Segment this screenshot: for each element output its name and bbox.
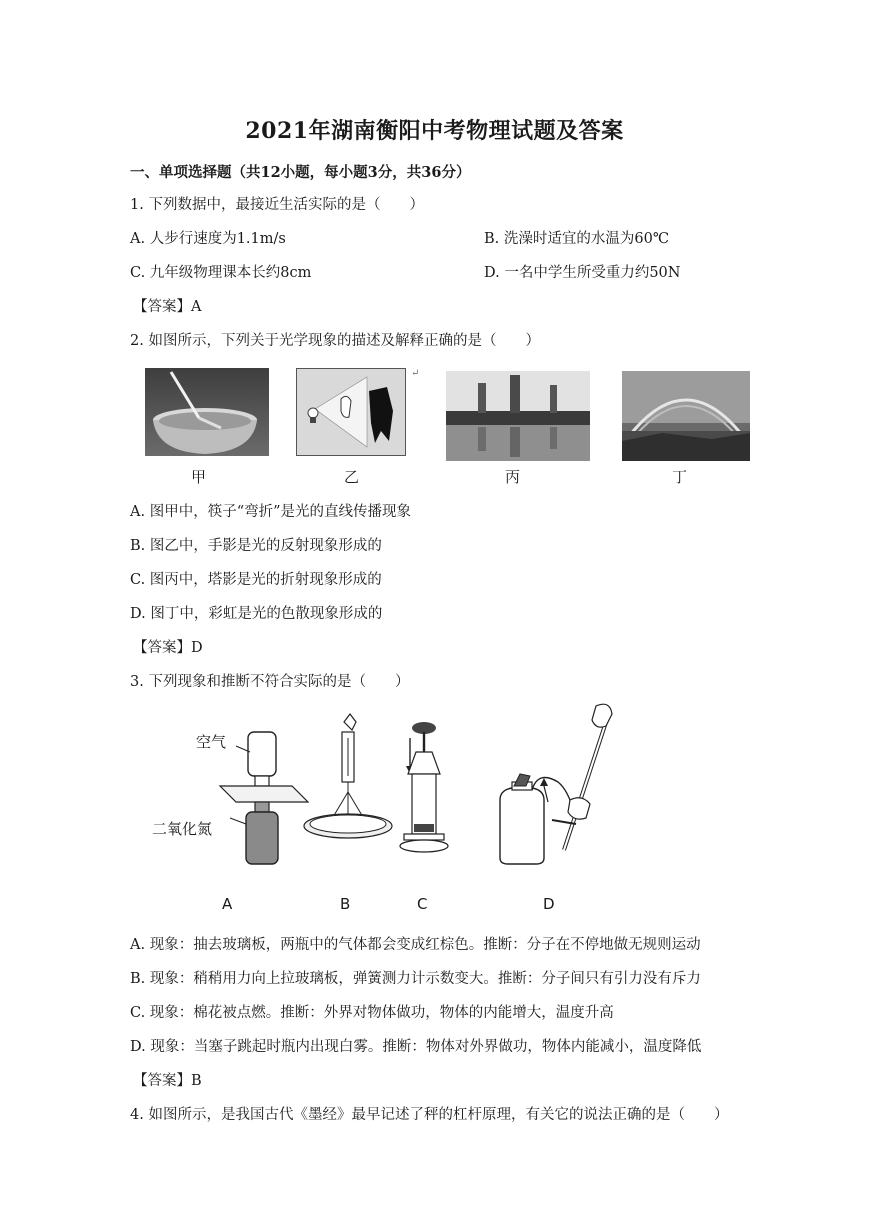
q2-option-d: D. 图丁中，彩虹是光的色散现象形成的: [130, 606, 383, 622]
diffusion-bottles-diagram: [220, 732, 308, 864]
hand-shadow-figure: [296, 368, 406, 456]
q2-option-b: B. 图乙中，手影是光的反射现象形成的: [130, 538, 382, 554]
q1-answer: 【答案】A: [133, 299, 202, 315]
label-nitrogen-dioxide: 二氧化氮: [152, 820, 213, 838]
caption-c: C: [417, 895, 428, 913]
bowl-chopstick-photo: [145, 368, 269, 456]
caption-jia: 甲: [191, 468, 207, 486]
q1-option-b: B. 洗澡时适宜的水温为60℃: [484, 231, 670, 247]
caption-a: A: [222, 895, 233, 913]
caption-d: D: [543, 895, 555, 913]
q3-option-b: B. 现象：稍稍用力向上拉玻璃板，弹簧测力计示数变大。推断：分子间只有引力没有斥力: [130, 971, 701, 987]
return-mark: ↵: [411, 368, 420, 379]
q2-option-a: A. 图甲中，筷子“弯折”是光的直线传播现象: [130, 504, 412, 520]
q3-option-a: A. 现象：抽去玻璃板，两瓶中的气体都会变成红棕色。推断：分子在不停地做无规则运动: [130, 937, 701, 953]
caption-ding: 丁: [672, 468, 688, 486]
air-piston-diagram: [400, 722, 448, 852]
caption-b: B: [340, 895, 351, 913]
q2-stem: 2. 如图所示，下列关于光学现象的描述及解释正确的是（ ）: [130, 333, 540, 349]
q4-stem: 4. 如图所示，是我国古代《墨经》最早记述了秤的杠杆原理，有关它的说法正确的是（ ）: [130, 1107, 729, 1123]
q2-answer: 【答案】D: [133, 640, 203, 656]
caption-yi: 乙: [344, 468, 360, 486]
section-heading: 一、单项选择题（共12小题，每小题3分，共36分）: [130, 164, 471, 181]
q1-option-c: C. 九年级物理课本长约8cm: [130, 265, 312, 281]
document-title: 2021年湖南衡阳中考物理试题及答案: [245, 118, 624, 144]
q1-option-d: D. 一名中学生所受重力约50N: [484, 265, 681, 281]
rainbow-photo: [622, 371, 750, 461]
q3-answer: 【答案】B: [133, 1073, 202, 1089]
pagoda-reflection-photo: [446, 371, 590, 461]
q3-figure: [140, 700, 660, 880]
label-air: 空气: [196, 733, 227, 751]
bottle-pump-diagram: [500, 704, 612, 864]
q3-option-d: D. 现象：当塞子跳起时瓶内出现白雾。推断：物体对外界做功，物体内能减小，温度降低: [130, 1039, 702, 1055]
q1-stem: 1. 下列数据中，最接近生活实际的是（ ）: [130, 197, 424, 213]
q1-option-a: A. 人步行速度为1.1m/s: [130, 231, 286, 247]
q2-option-c: C. 图丙中，塔影是光的折射现象形成的: [130, 572, 382, 588]
caption-bing: 丙: [505, 468, 521, 486]
spring-scale-diagram: [304, 714, 392, 838]
q3-option-c: C. 现象：棉花被点燃。推断：外界对物体做功，物体的内能增大，温度升高: [130, 1005, 614, 1021]
q3-stem: 3. 下列现象和推断不符合实际的是（ ）: [130, 674, 410, 690]
